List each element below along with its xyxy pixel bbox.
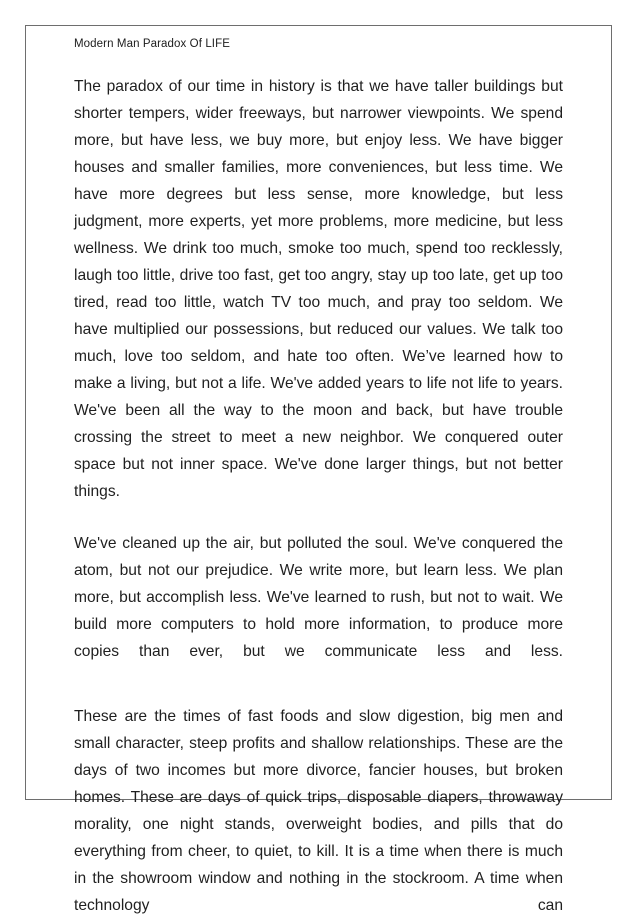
document-page bbox=[25, 25, 612, 914]
paragraph-3: These are the times of fast foods and slow digestion, big men and small character, steep profits and shallow relationships. These are the days of two incomes but more divorce, fancier houses, but broken homes. These are days of quick trips, disposable diapers, throwaway morality, one night stands, overweight bodies, and pills that do everything from cheer, to quiet, to kill. It is a time when there is much in the showroom window and nothing in the stockroom. A time when technology can bbox=[74, 708, 563, 914]
paragraph-1: The paradox of our time in history is that we have taller buildings but shorter tempers, wider freeways, but narrower viewpoints. We spend more, but have less, we buy more, but enjoy less. We have bigger houses and smaller families, more conveniences, but less time. We have more degrees but less sense, more knowledge, but less judgment, more experts, yet more problems, more medicine, but less wellness. We drink too much, smoke too much, spend too recklessly, laugh too little, drive too fast, get too angry, stay up too late, get up too tired, read too little, watch TV too much, and pray too seldom. We have multiplied our possessions, but reduced our values. We talk too much, love too seldom, and hate too often. We’ve learned how to make a living, but not a life. We've added years to life not life to years. We've been all the way to the moon and back, but have trouble crossing the street to meet a new neighbor. We conquered outer space but not inner space. We've done larger things, but not better things. bbox=[74, 78, 563, 500]
document-title: Modern Man Paradox Of LIFE bbox=[74, 38, 231, 50]
paragraph-2: We've cleaned up the air, but polluted the soul. We've conquered the atom, but not our prejudice. We write more, but learn less. We plan more, but accomplish less. We've learned to rush, but not to wait. We build more computers to hold more information, to produce more copies than ever, but we communicate less and less. bbox=[74, 535, 563, 660]
